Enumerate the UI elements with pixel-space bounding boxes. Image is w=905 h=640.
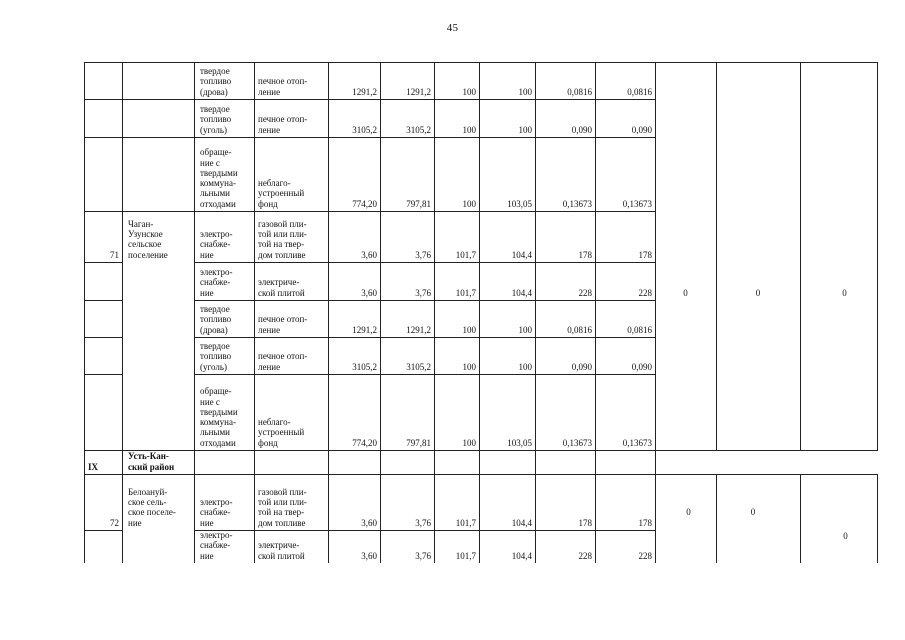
table-col-rule [800, 474, 801, 563]
usage-type: дом топливе [258, 517, 306, 528]
value-cell: 0,0816 [627, 86, 652, 97]
value-cell: 3,76 [415, 249, 431, 260]
table-row-rule [194, 262, 656, 263]
value-cell: 3,76 [415, 517, 431, 528]
settlement-name: Чаган- [128, 218, 154, 229]
value-cell: 100 [462, 86, 476, 97]
table-col-rule [877, 474, 878, 563]
table-row-rule [84, 374, 123, 375]
usage-type: той или пли- [258, 229, 307, 240]
settlement-name: Усть-Кан- [128, 451, 169, 462]
value-cell: 3105,2 [352, 124, 377, 135]
service-type: обраще- [200, 386, 232, 397]
usage-type: печное отоп- [258, 351, 308, 362]
usage-type: устроенный [258, 188, 305, 199]
value-cell: 3105,2 [406, 361, 431, 372]
service-type: топливо [200, 114, 232, 125]
service-type: (уголь) [200, 124, 227, 135]
usage-type: фонд [258, 437, 278, 448]
table-col-rule [716, 474, 717, 563]
service-type: топливо [200, 76, 232, 87]
service-type: (дрова) [200, 86, 228, 97]
settlement-name: Белоануй- [128, 486, 168, 497]
settlement-name: Узунское [128, 229, 163, 240]
service-type: ние [200, 287, 214, 298]
service-type: снабже- [200, 239, 231, 250]
service-type: снабже- [200, 507, 231, 518]
value-cell: 3,76 [415, 550, 431, 561]
value-cell: 101,7 [455, 287, 476, 298]
usage-type: дом топливе [258, 249, 306, 260]
value-cell: 3,60 [361, 550, 377, 561]
usage-type: неблаго- [258, 417, 291, 428]
table-row-rule [194, 374, 656, 375]
service-type: снабже- [200, 540, 231, 551]
service-type: (дрова) [200, 324, 228, 335]
settlement-name: ское сель- [128, 497, 167, 508]
service-type: топливо [200, 314, 232, 325]
table-col-rule [877, 62, 878, 450]
value-cell: 100 [462, 124, 476, 135]
section-number: IX [88, 461, 99, 472]
service-type: твердое [200, 66, 230, 77]
service-type: топливо [200, 351, 232, 362]
value-cell: 101,7 [455, 550, 476, 561]
value-cell: 104,4 [511, 287, 532, 298]
usage-type: ской плитой [258, 287, 305, 298]
value-cell: 3,60 [361, 517, 377, 528]
service-type: (уголь) [200, 361, 227, 372]
table-row-rule [84, 137, 656, 138]
service-type: электро- [200, 530, 233, 541]
merged-zero: 0 [686, 506, 691, 517]
usage-type: печное отоп- [258, 114, 308, 125]
usage-type: электриче- [258, 277, 300, 288]
usage-type: ление [258, 324, 281, 335]
usage-type: ление [258, 361, 281, 372]
value-cell: 100 [462, 437, 476, 448]
usage-type: газовой пли- [258, 486, 307, 497]
usage-type: той на твер- [258, 507, 305, 518]
value-cell: 774,20 [352, 437, 377, 448]
row-number: 72 [110, 517, 119, 528]
service-type: ние [200, 249, 214, 260]
value-cell: 228 [638, 550, 652, 561]
table-col-rule [716, 62, 717, 450]
value-cell: 101,7 [455, 249, 476, 260]
service-type: льными [200, 427, 230, 438]
value-cell: 104,4 [511, 517, 532, 528]
value-cell: 0,090 [631, 124, 652, 135]
value-cell: 100 [518, 361, 532, 372]
value-cell: 0,0816 [627, 324, 652, 335]
merged-zero: 0 [683, 287, 688, 298]
value-cell: 103,05 [507, 437, 532, 448]
table-row-rule [194, 337, 656, 338]
value-cell: 228 [638, 287, 652, 298]
table-row-rule [84, 337, 123, 338]
merged-zero: 0 [750, 506, 756, 517]
value-cell: 100 [518, 324, 532, 335]
service-type: электро- [200, 267, 233, 278]
value-cell: 228 [578, 550, 592, 561]
service-type: льными [200, 188, 230, 199]
table-row-rule [84, 474, 878, 475]
service-type: коммуна- [200, 178, 236, 189]
settlement-name: ский район [128, 461, 175, 472]
service-type: коммуна- [200, 417, 236, 428]
usage-type: той на твер- [258, 239, 305, 250]
service-type: ние [200, 550, 214, 561]
value-cell: 178 [638, 517, 652, 528]
usage-type: той или пли- [258, 497, 307, 508]
table-row-rule [84, 450, 878, 451]
table-row-rule [194, 300, 656, 301]
value-cell: 1291,2 [352, 324, 377, 335]
value-cell: 100 [462, 198, 476, 209]
row-number: 71 [110, 249, 119, 260]
value-cell: 1291,2 [406, 324, 431, 335]
table-row-rule [84, 300, 123, 301]
merged-zero: 0 [843, 530, 848, 541]
service-type: твердое [200, 304, 230, 315]
settlement-name: ние [128, 517, 142, 528]
service-type: снабже- [200, 277, 231, 288]
value-cell: 0,13673 [562, 437, 592, 448]
value-cell: 0,0816 [567, 324, 592, 335]
merged-zero: 0 [842, 287, 847, 298]
settlement-name: сельское [128, 239, 162, 250]
table-col-rule [800, 62, 801, 450]
service-type: твердыми [200, 406, 238, 417]
value-cell: 100 [462, 324, 476, 335]
value-cell: 228 [578, 287, 592, 298]
service-type: ние [200, 517, 214, 528]
service-type: отходами [200, 437, 236, 448]
service-type: отходами [200, 198, 236, 209]
table-row-rule [84, 211, 656, 212]
page-number: 45 [446, 22, 459, 34]
value-cell: 0,090 [571, 124, 592, 135]
table-row-rule [84, 262, 123, 263]
value-cell: 0,090 [631, 361, 652, 372]
value-cell: 104,4 [511, 550, 532, 561]
usage-type: электриче- [258, 540, 300, 551]
settlement-name: поселение [128, 249, 168, 260]
service-type: обраще- [200, 147, 232, 158]
value-cell: 178 [578, 249, 592, 260]
value-cell: 3,60 [361, 249, 377, 260]
table-row-rule [84, 62, 878, 63]
settlement-name: ское поселе- [128, 507, 176, 518]
service-type: электро- [200, 229, 233, 240]
value-cell: 0,13673 [562, 198, 592, 209]
usage-type: ление [258, 86, 281, 97]
merged-zero: 0 [755, 287, 761, 298]
service-type: твердое [200, 341, 230, 352]
value-cell: 797,81 [406, 198, 431, 209]
value-cell: 100 [518, 124, 532, 135]
usage-type: газовой пли- [258, 218, 307, 229]
table-row-rule [84, 530, 123, 531]
table-row-rule [194, 530, 656, 531]
value-cell: 0,13673 [622, 437, 652, 448]
usage-type: ской плитой [258, 550, 305, 561]
value-cell: 0,13673 [622, 198, 652, 209]
value-cell: 3105,2 [352, 361, 377, 372]
value-cell: 774,20 [352, 198, 377, 209]
usage-type: неблаго- [258, 178, 291, 189]
value-cell: 3,76 [415, 287, 431, 298]
usage-type: ление [258, 124, 281, 135]
usage-type: печное отоп- [258, 314, 308, 325]
service-type: ние с [200, 157, 220, 168]
usage-type: печное отоп- [258, 76, 308, 87]
usage-type: фонд [258, 198, 278, 209]
service-type: ние с [200, 396, 220, 407]
service-type: твердое [200, 104, 230, 115]
value-cell: 104,4 [511, 249, 532, 260]
value-cell: 178 [578, 517, 592, 528]
value-cell: 3105,2 [406, 124, 431, 135]
value-cell: 178 [638, 249, 652, 260]
usage-type: устроенный [258, 427, 305, 438]
value-cell: 0,0816 [567, 86, 592, 97]
value-cell: 100 [462, 361, 476, 372]
service-type: твердыми [200, 167, 238, 178]
value-cell: 0,090 [571, 361, 592, 372]
value-cell: 101,7 [455, 517, 476, 528]
value-cell: 100 [518, 86, 532, 97]
value-cell: 3,60 [361, 287, 377, 298]
value-cell: 103,05 [507, 198, 532, 209]
value-cell: 1291,2 [352, 86, 377, 97]
value-cell: 1291,2 [406, 86, 431, 97]
service-type: электро- [200, 497, 233, 508]
value-cell: 797,81 [406, 437, 431, 448]
table-row-rule [84, 99, 656, 100]
